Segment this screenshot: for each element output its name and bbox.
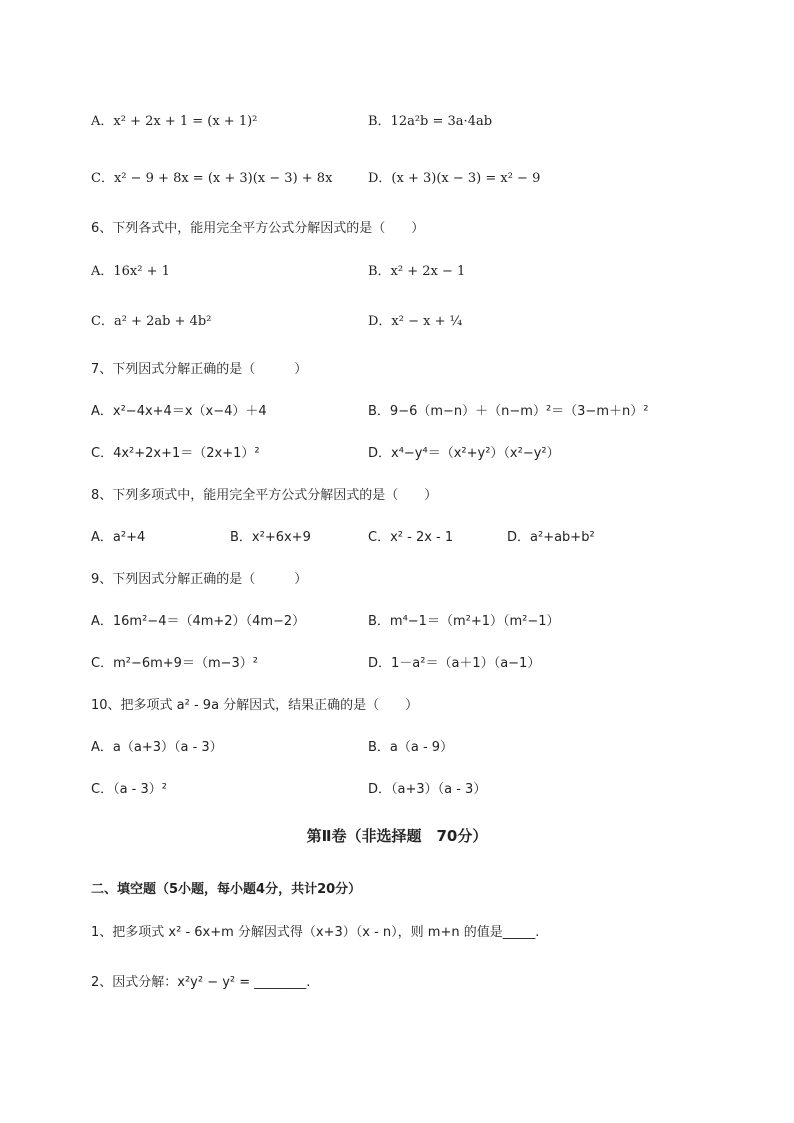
q6-option-b: B．x² + 2x − 1 [368, 264, 466, 279]
q5-option-c: C．x² − 9 + 8x = (x + 3)(x − 3) + 8x [91, 171, 333, 186]
q5-option-d: D．(x + 3)(x − 3) = x² − 9 [368, 171, 541, 186]
q6-stem: 6、下列各式中，能用完全平方公式分解因式的是（ ） [91, 221, 425, 236]
q9-option-d: D．1－a²＝（a＋1）（a−1） [368, 656, 541, 671]
q8-option-c: C．x² - 2x - 1 [368, 530, 454, 545]
q9-stem: 9、下列因式分解正确的是（ ） [91, 572, 308, 587]
q9-option-b: B．m⁴−1＝（m²+1）（m²−1） [368, 614, 560, 629]
q7-option-b: B．9−6（m−n）＋（n−m）²＝（3−m＋n）² [368, 404, 649, 419]
q6-option-c: C．a² + 2ab + 4b² [91, 314, 212, 329]
q5-option-b: B．12a²b = 3a·4ab [368, 114, 493, 129]
q10-stem: 10、把多项式 a² - 9a 分解因式，结果正确的是（ ） [91, 698, 419, 713]
q10-option-a: A．a（a+3）（a - 3） [91, 740, 223, 755]
q7-option-d: D．x⁴−y⁴＝（x²+y²）（x²−y²） [368, 446, 560, 461]
fill-question-1: 1、把多项式 x² - 6x+m 分解因式得（x+3）（x - n），则 m+n 的值是_____. [91, 925, 540, 940]
q6-option-d: D．x² − x + ¼ [368, 314, 463, 329]
q8-option-b: B．x²+6x+9 [230, 530, 311, 545]
q9-option-c: C．m²−6m+9＝（m−3）² [91, 656, 258, 671]
q8-option-d: D．a²+ab+b² [507, 530, 595, 545]
q7-option-c: C．4x²+2x+1＝（2x+1）² [91, 446, 260, 461]
section-2-title: 第Ⅱ卷（非选择题 70分） [306, 827, 488, 845]
q7-option-a: A．x²−4x+4＝x（x−4）＋4 [91, 404, 267, 419]
q9-option-a: A．16m²−4＝（4m+2）（4m−2） [91, 614, 306, 629]
q8-option-a: A．a²+4 [91, 530, 146, 545]
q6-option-a: A．16x² + 1 [91, 264, 170, 279]
q10-option-d: D．（a+3）（a - 3） [368, 782, 487, 797]
q8-stem: 8、下列多项式中，能用完全平方公式分解因式的是（ ） [91, 488, 438, 503]
q10-option-c: C．（a - 3）² [91, 782, 167, 797]
q10-option-b: B．a（a - 9） [368, 740, 454, 755]
part-2-title: 二、填空题（5小题，每小题4分，共计20分） [91, 882, 362, 897]
q5-option-a: A．x² + 2x + 1 = (x + 1)² [91, 114, 258, 129]
q7-stem: 7、下列因式分解正确的是（ ） [91, 362, 308, 377]
fill-question-2: 2、因式分解：x²y² − y² = ________. [91, 975, 311, 990]
